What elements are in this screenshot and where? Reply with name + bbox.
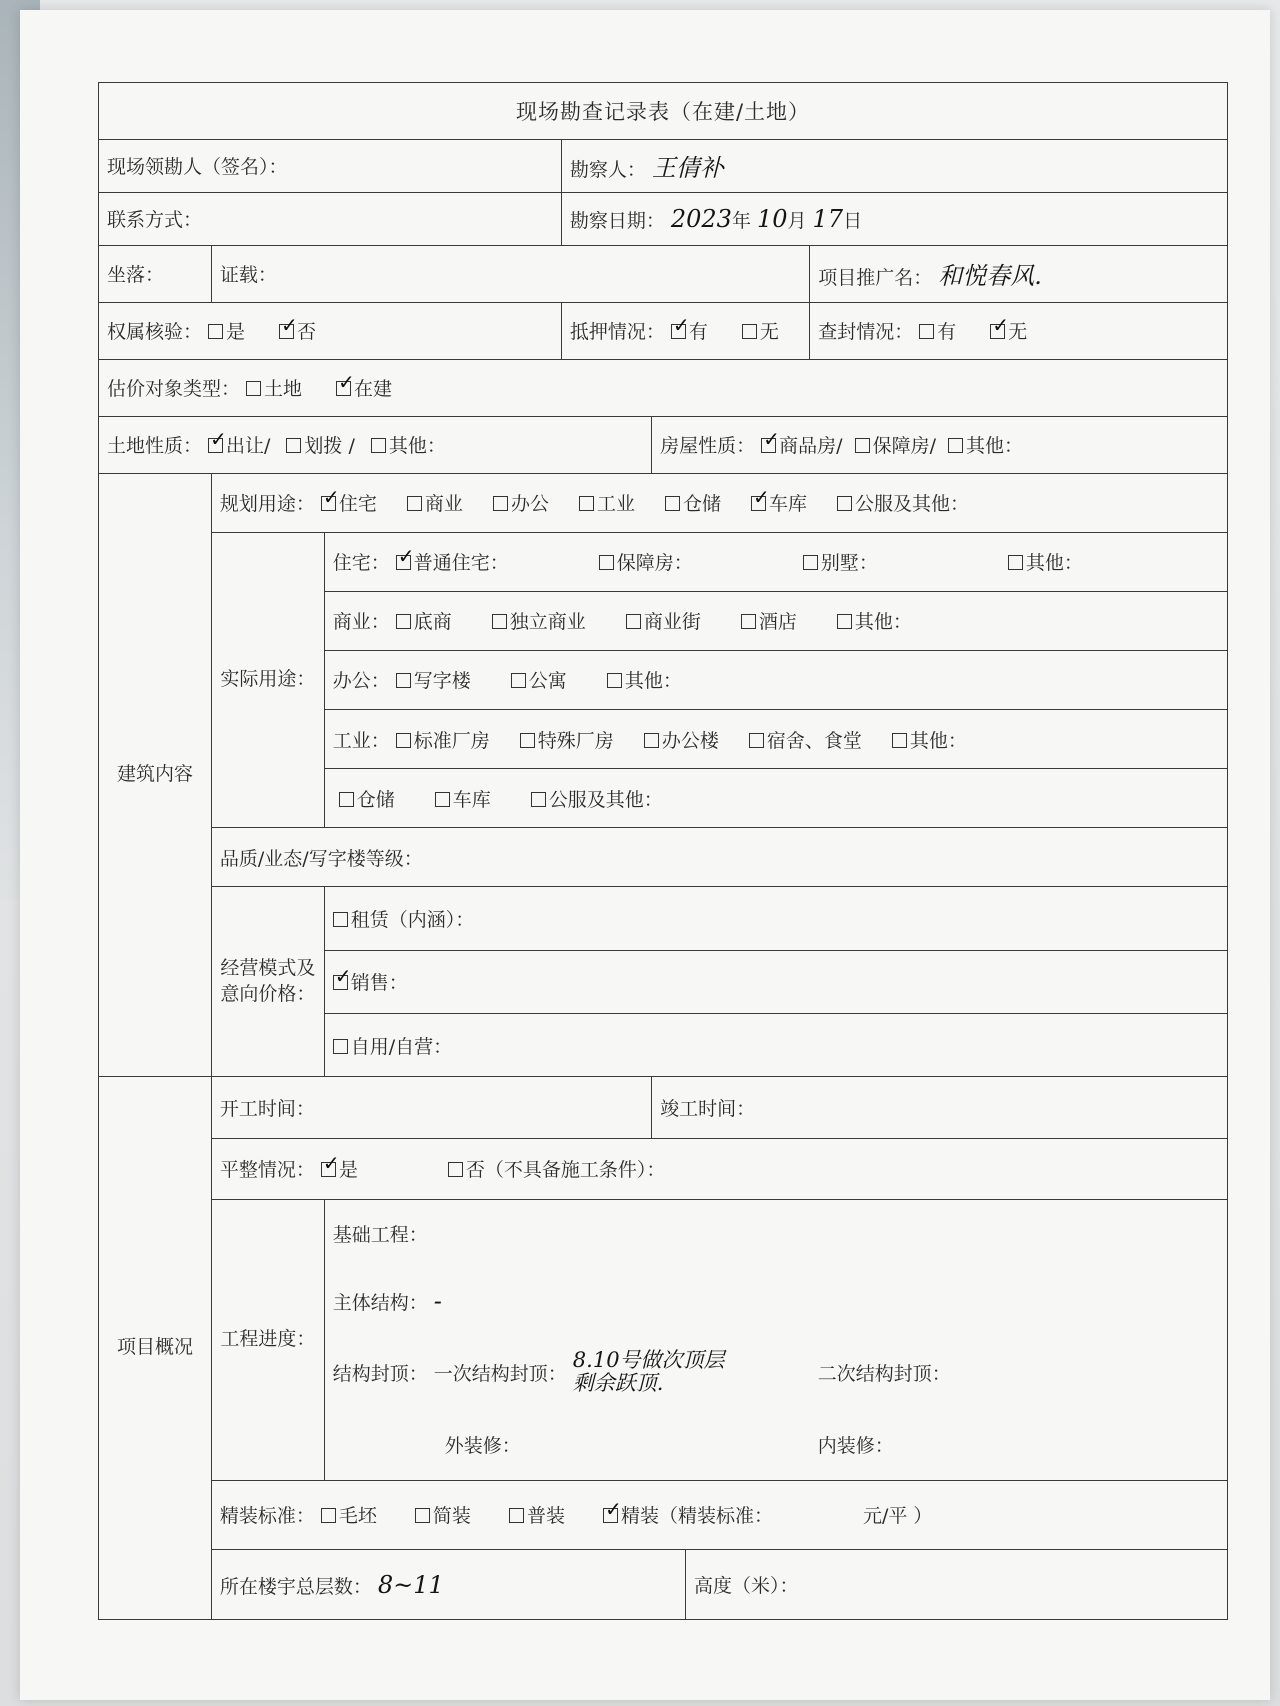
planned-use-cell [211,473,1227,532]
planned-commercial-label: 商业 [424,493,463,516]
second-capping-cell[interactable] [810,1334,1228,1410]
planned-industrial-checkbox[interactable] [579,496,594,511]
cert-cell[interactable] [211,245,809,302]
leveling-label: 平整情况： [219,1159,315,1182]
land-transfer-checkbox[interactable] [208,438,223,453]
leveling-yes-label: 是 [338,1159,358,1182]
actual-standalone-commercial-checkbox[interactable] [492,614,507,629]
actual-ordinary-residential-checkbox[interactable] [396,555,411,570]
planned-residential[interactable] [321,489,377,516]
finish-rough-checkbox[interactable] [321,1508,336,1523]
object-type-row [99,359,1228,416]
mode-lease-cell [324,887,1227,950]
planned-office-label: 办公 [510,493,549,516]
land-transfer[interactable] [208,431,270,458]
surveyor-cell[interactable] [561,140,1227,193]
planned-use-row [99,473,1228,532]
first-capping-label: 一次结构封顶： [433,1362,567,1385]
actual-ordinary-residential[interactable] [396,548,509,575]
project-dates-row [99,1077,1228,1138]
planned-storage-label: 仓储 [682,493,721,516]
seizure-yes-label: 有 [937,321,957,344]
finish-fine[interactable] [603,1501,773,1528]
date-day: 17 [812,204,844,233]
actual-ordinary-residential-label: 普通住宅： [413,552,509,575]
mode-sale[interactable] [333,968,408,995]
land-nature-cell [99,416,652,473]
actual-office-block-label: 办公楼 [661,729,719,752]
survey-table [98,82,1228,1620]
finish-rough-label: 毛坯 [338,1505,377,1528]
house-commercial-label: 商品房/ [779,435,843,458]
actual-dormitory-checkbox[interactable] [749,733,764,748]
location-cell[interactable] [99,245,212,302]
main-structure-label: 主体结构： [332,1291,428,1314]
second-capping-label: 二次结构封顶： [817,1362,951,1385]
capping-cell[interactable] [324,1334,809,1410]
actual-standalone-commercial[interactable] [492,607,586,634]
actual-special-plant-checkbox[interactable] [520,733,535,748]
house-nature-label: 房屋性质： [660,435,756,458]
actual-residential-label: 住宅： [332,552,390,575]
mortgage-no-label: 无 [759,321,779,344]
surveyor-label: 勘察人： [569,159,646,182]
seizure-no-checkbox[interactable] [990,324,1005,339]
leveling-row [99,1138,1228,1199]
actual-public-checkbox[interactable] [531,792,546,807]
land-allocated[interactable] [286,431,354,458]
actual-special-plant[interactable] [520,726,614,753]
contact-row [99,192,1228,245]
promo-cell[interactable] [810,245,1228,302]
planned-office-checkbox[interactable] [493,496,508,511]
ownership-no-checkbox[interactable] [279,324,294,339]
actual-standard-plant-label: 标准厂房 [413,729,490,752]
ownership-yes-checkbox[interactable] [208,324,223,339]
date-cell[interactable] [561,192,1227,245]
actual-residential-other-checkbox[interactable] [1008,555,1023,570]
land-other-checkbox[interactable] [371,438,386,453]
quality-row [99,828,1228,887]
date-day-char: 日 [843,209,863,232]
finish-simple-checkbox[interactable] [415,1508,430,1523]
actual-affordable-checkbox[interactable] [599,555,614,570]
leveling-yes-checkbox[interactable] [321,1162,336,1177]
mode-self[interactable] [333,1032,452,1059]
mode-self-label: 自用/自营： [350,1035,453,1058]
actual-garage-checkbox[interactable] [435,792,450,807]
finish-fine-label: 精装（精装标准： [620,1505,773,1528]
mode-lease-row [99,887,1228,950]
land-allocated-label: 划拨 / [304,435,355,458]
planned-garage-label: 车库 [768,493,807,516]
mode-sale-checkbox[interactable] [333,975,348,990]
actual-special-plant-label: 特殊厂房 [537,729,614,752]
date-month: 10 [756,204,788,233]
first-capping-value-line1: 8.10号做次顶层 [572,1348,725,1373]
actual-hotel-label: 酒店 [758,611,797,634]
actual-hotel-checkbox[interactable] [741,614,756,629]
first-capping-note [567,1349,725,1395]
land-allocated-checkbox[interactable] [286,438,301,453]
location-label: 坐落： [107,264,165,287]
finish-standard[interactable] [509,1501,565,1528]
actual-commercial-label: 商业： [332,611,390,634]
actual-hotel[interactable] [741,607,797,634]
house-commercial-checkbox[interactable] [761,438,776,453]
survey-form [98,82,1228,1620]
actual-commercial-street[interactable] [626,607,701,634]
actual-villa-checkbox[interactable] [803,555,818,570]
floors-row [99,1550,1228,1620]
ownership-no[interactable] [279,317,316,344]
actual-office-other-checkbox[interactable] [607,673,622,688]
type-construction-label: 在建 [354,378,393,401]
actual-industrial-other[interactable] [892,726,967,753]
form-title: 现场勘查记录表（在建/土地） [99,83,1228,140]
quality-label: 品质/业态/写字楼等级： [219,847,423,870]
actual-office-block[interactable] [644,726,719,753]
planned-office[interactable] [493,489,549,516]
actual-residential-other[interactable] [1008,548,1083,575]
actual-affordable[interactable] [599,548,693,575]
finish-time-cell[interactable] [652,1077,1228,1138]
planned-industrial[interactable] [579,489,635,516]
quality-cell[interactable] [211,828,1227,887]
ownership-no-label: 否 [297,321,317,344]
house-other-checkbox[interactable] [948,438,963,453]
mode-lease-label: 租赁（内涵）： [350,908,475,931]
contact-cell[interactable] [99,192,562,245]
actual-industrial-other-label: 其他： [909,729,967,752]
interior-label: 内装修： [817,1435,894,1458]
finish-rough[interactable] [321,1501,377,1528]
finish-standard-checkbox[interactable] [509,1508,524,1523]
foundation-row [99,1199,1228,1267]
start-time-cell[interactable] [211,1077,651,1138]
actual-office-building-checkbox[interactable] [396,673,411,688]
planned-use-label: 规划用途： [219,493,315,516]
planned-residential-label: 住宅 [338,493,377,516]
actual-industrial-cell [324,710,1227,769]
house-nature-cell [652,416,1228,473]
project-section-label: 项目概况 [99,1077,212,1620]
seizure-yes[interactable] [919,317,956,344]
foundation-label: 基础工程： [332,1223,428,1246]
finish-time-label: 竣工时间： [660,1097,756,1120]
planned-commercial[interactable] [407,489,463,516]
contact-label: 联系方式： [107,209,203,232]
actual-industrial-label: 工业： [332,729,390,752]
actual-office-building-label: 写字楼 [413,670,471,693]
mortgage-yes[interactable] [671,317,708,344]
finish-standard-option-label: 普装 [526,1505,565,1528]
date-month-char: 月 [787,209,807,232]
planned-public[interactable] [837,489,969,516]
land-other-label: 其他： [388,435,446,458]
leveling-no-checkbox[interactable] [448,1162,463,1177]
leveling-no[interactable] [448,1155,666,1182]
actual-dormitory[interactable] [749,726,862,753]
actual-public-label: 公服及其他： [548,788,663,811]
house-other-label: 其他： [965,435,1023,458]
exterior-label: 外装修： [444,1435,521,1458]
lead-cell[interactable] [99,140,562,193]
mode-sale-cell [324,950,1227,1013]
actual-commercial-other-label: 其他： [854,611,912,634]
actual-storage[interactable] [339,785,395,812]
seizure-cell [810,302,1228,359]
actual-apartment-checkbox[interactable] [511,673,526,688]
mortgage-label: 抵押情况： [569,321,665,344]
planned-industrial-label: 工业 [596,493,635,516]
date-year-char: 年 [731,209,751,232]
actual-residential-cell [324,532,1227,591]
ownership-yes-label: 是 [226,321,246,344]
main-structure-cell[interactable] [324,1267,1227,1335]
planned-garage[interactable] [751,489,807,516]
actual-office-building[interactable] [396,666,471,693]
interior-cell[interactable] [810,1410,1228,1480]
leveling-cell [211,1138,1227,1199]
actual-commercial-other-checkbox[interactable] [837,614,852,629]
finish-simple-label: 简装 [432,1505,471,1528]
actual-garage-label: 车库 [452,788,491,811]
mode-lease[interactable] [333,905,475,932]
height-label: 高度（米）： [694,1575,799,1598]
actual-use-label: 实际用途： [211,532,324,828]
actual-standard-plant[interactable] [396,726,490,753]
mortgage-yes-checkbox[interactable] [671,324,686,339]
actual-office-other[interactable] [607,666,682,693]
floors-label: 所在楼宇总层数： [219,1575,372,1598]
house-commercial[interactable] [761,431,842,458]
actual-commercial-street-checkbox[interactable] [626,614,641,629]
actual-public[interactable] [531,785,663,812]
land-nature-label: 土地性质： [107,435,203,458]
finish-unit: 元/平 ） [862,1505,933,1528]
mode-label: 经营模式及意向价格： [211,887,324,1077]
actual-garage[interactable] [435,785,491,812]
mode-self-checkbox[interactable] [333,1039,348,1054]
house-other[interactable] [948,431,1023,458]
actual-dormitory-label: 宿舍、食堂 [766,729,862,752]
location-row [99,245,1228,302]
seizure-no-label: 无 [1008,321,1028,344]
capping-label: 结构封顶： [332,1362,428,1385]
actual-office-label: 办公： [332,670,390,693]
finish-standard-label: 精装标准： [219,1505,315,1528]
verification-row [99,302,1228,359]
actual-office-cell [324,650,1227,709]
finish-standard-row [99,1480,1228,1550]
type-land[interactable] [246,374,302,401]
actual-industrial-other-checkbox[interactable] [892,733,907,748]
promo-value: 和悦春风. [938,262,1042,291]
lead-label: 现场领勘人（签名）： [107,156,288,179]
actual-storage-cell [324,769,1227,828]
seizure-label: 查封情况： [818,321,914,344]
nature-row [99,416,1228,473]
exterior-cell[interactable] [324,1410,809,1480]
start-time-label: 开工时间： [219,1097,315,1120]
actual-storage-label: 仓储 [356,788,395,811]
mortgage-no[interactable] [742,317,779,344]
type-land-label: 土地 [264,378,303,401]
main-structure-value: - [433,1286,442,1315]
leveling-yes[interactable] [321,1155,358,1182]
planned-public-label: 公服及其他： [855,493,970,516]
actual-commercial-cell [324,591,1227,650]
land-other[interactable] [371,431,446,458]
object-type-label: 估价对象类型： [107,378,241,401]
house-affordable-checkbox[interactable] [855,438,870,453]
actual-affordable-label: 保障房： [616,552,693,575]
finish-standard-cell [211,1480,1227,1550]
date-year: 2023 [670,204,732,233]
actual-apartment[interactable] [511,666,567,693]
progress-label: 工程进度： [211,1199,324,1480]
planned-storage-checkbox[interactable] [665,496,680,511]
planned-residential-checkbox[interactable] [321,496,336,511]
mortgage-no-checkbox[interactable] [742,324,757,339]
planned-commercial-checkbox[interactable] [407,496,422,511]
actual-villa[interactable] [803,548,878,575]
mortgage-cell [561,302,809,359]
finish-fine-checkbox[interactable] [603,1508,618,1523]
actual-commercial-street-label: 商业街 [643,611,701,634]
ownership-cell [99,302,562,359]
actual-office-other-label: 其他： [624,670,682,693]
actual-standalone-commercial-label: 独立商业 [509,611,586,634]
seizure-yes-checkbox[interactable] [919,324,934,339]
actual-office-block-checkbox[interactable] [644,733,659,748]
ownership-yes[interactable] [208,317,245,344]
actual-villa-label: 别墅： [820,552,878,575]
seizure-no[interactable] [990,317,1027,344]
type-construction[interactable] [336,374,392,401]
planned-public-checkbox[interactable] [837,496,852,511]
actual-street-shop-checkbox[interactable] [396,614,411,629]
land-transfer-label: 出让/ [226,435,271,458]
house-affordable-label: 保障房/ [872,435,936,458]
actual-residential-row [99,532,1228,591]
paper-sheet [20,10,1270,1700]
planned-storage[interactable] [665,489,721,516]
house-affordable[interactable] [855,431,936,458]
building-section-label: 建筑内容 [99,473,212,1077]
type-land-checkbox[interactable] [246,381,261,396]
actual-apartment-label: 公寓 [528,670,567,693]
mortgage-yes-label: 有 [688,321,708,344]
object-type-cell [99,359,1228,416]
actual-standard-plant-checkbox[interactable] [396,733,411,748]
signature-row [99,140,1228,193]
title-row [99,83,1228,140]
mode-sale-label: 销售： [350,972,408,995]
actual-commercial-other[interactable] [837,607,912,634]
planned-garage-checkbox[interactable] [751,496,766,511]
actual-storage-checkbox[interactable] [339,792,354,807]
promo-label: 项目推广名： [818,267,933,290]
floors-cell[interactable] [211,1550,685,1620]
floors-value: 8~11 [377,1570,444,1599]
first-capping-value-line2: 剩余跃顶. [572,1371,664,1396]
surveyor-signature: 王倩补 [651,154,724,183]
actual-street-shop-label: 底商 [413,611,452,634]
finish-simple[interactable] [415,1501,471,1528]
actual-residential-other-label: 其他： [1025,552,1083,575]
foundation-cell[interactable] [324,1199,1227,1267]
mode-lease-checkbox[interactable] [333,912,348,927]
ownership-label: 权属核验： [107,321,203,344]
type-construction-checkbox[interactable] [336,381,351,396]
height-cell[interactable] [686,1550,1228,1620]
date-label: 勘察日期： [569,209,665,232]
cert-label: 证载： [219,264,277,287]
actual-street-shop[interactable] [396,607,452,634]
mode-self-cell [324,1013,1227,1076]
leveling-no-label: 否（不具备施工条件）： [465,1159,666,1182]
